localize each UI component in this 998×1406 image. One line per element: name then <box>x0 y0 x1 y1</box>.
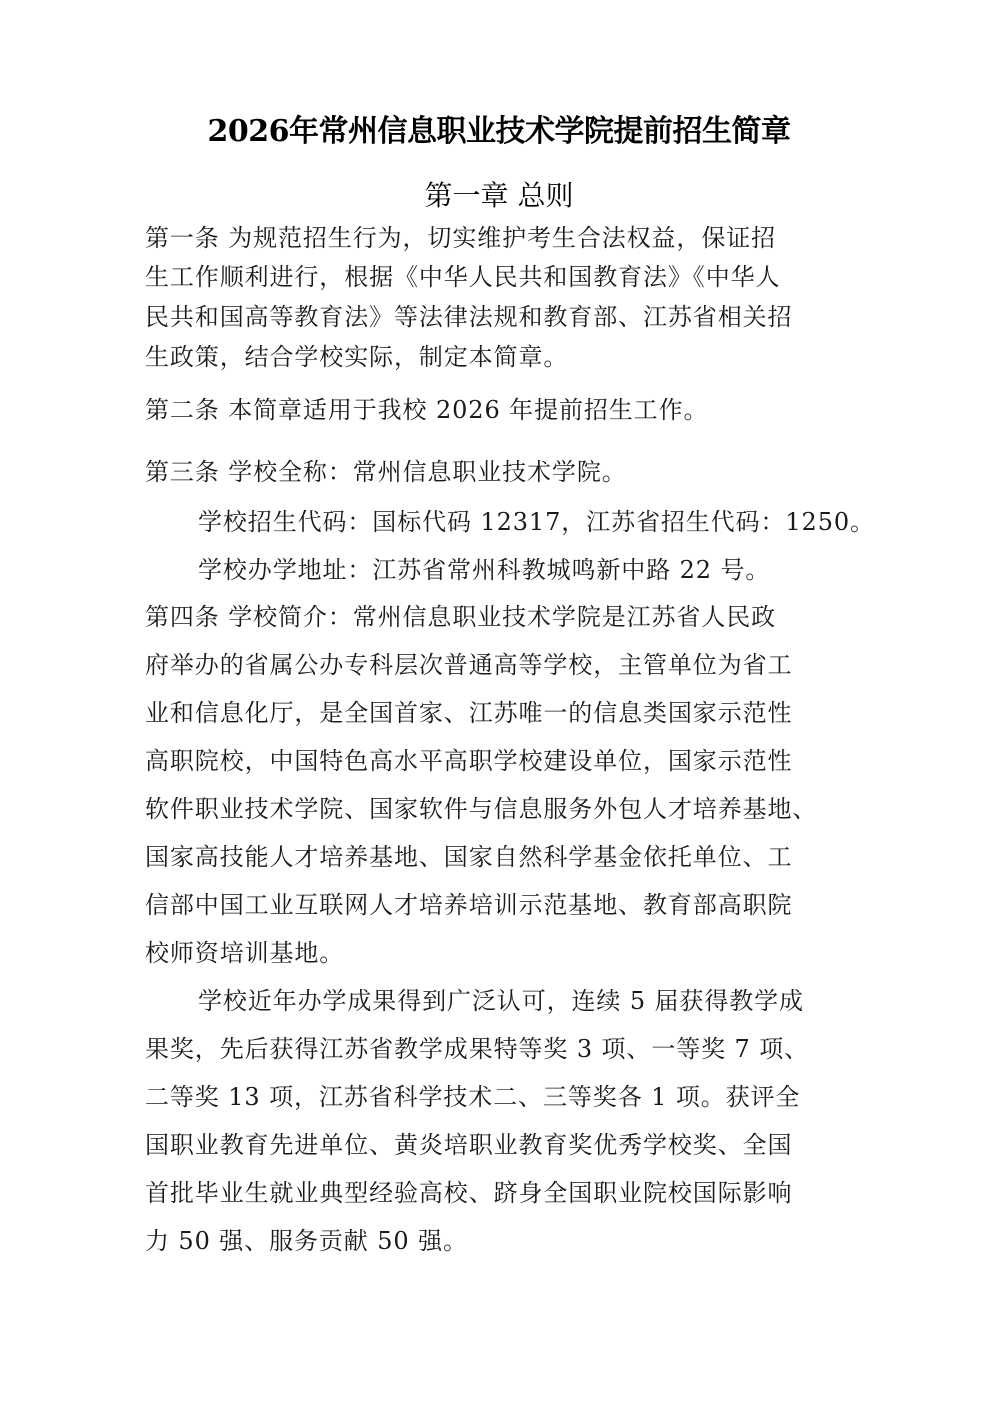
text-line: 学校近年办学成果得到广泛认可，连续 5 届获得教学成 <box>198 987 804 1015</box>
text-line: 第四条 学校简介：常州信息职业技术学院是江苏省人民政 <box>145 603 777 631</box>
text-line: 学校办学地址：江苏省常州科教城鸣新中路 22 号。 <box>198 556 771 584</box>
document-title: 2026年常州信息职业技术学院提前招生简章 <box>207 114 791 149</box>
text-line: 果奖，先后获得江苏省教学成果特等奖 3 项、一等奖 7 项、 <box>145 1035 810 1063</box>
text-line: 学校招生代码：国标代码 12317，江苏省招生代码：1250。 <box>198 508 875 536</box>
text-line: 国职业教育先进单位、黄炎培职业教育奖优秀学校奖、全国 <box>145 1131 793 1159</box>
chapter-heading: 第一章 总则 <box>424 179 574 212</box>
text-line: 第一条 为规范招生行为，切实维护考生合法权益，保证招 <box>145 224 777 252</box>
text-line: 国家高技能人才培养基地、国家自然科学基金依托单位、工 <box>145 843 793 871</box>
text-line: 校师资培训基地。 <box>145 939 345 967</box>
text-line: 第三条 学校全称：常州信息职业技术学院。 <box>145 458 627 486</box>
text-line: 高职院校，中国特色高水平高职学校建设单位，国家示范性 <box>145 747 793 775</box>
text-line: 二等奖 13 项，江苏省科学技术二、三等奖各 1 项。获评全 <box>145 1083 801 1111</box>
text-line: 软件职业技术学院、国家软件与信息服务外包人才培养基地、 <box>145 795 818 823</box>
text-line: 府举办的省属公办专科层次普通高等学校，主管单位为省工 <box>145 651 793 679</box>
text-line: 第二条 本简章适用于我校 2026 年提前招生工作。 <box>145 396 709 424</box>
text-line: 力 50 强、服务贡献 50 强。 <box>145 1227 468 1255</box>
text-line: 信部中国工业互联网人才培养培训示范基地、教育部高职院 <box>145 891 793 919</box>
text-line: 首批毕业生就业典型经验高校、跻身全国职业院校国际影响 <box>145 1179 793 1207</box>
text-line: 业和信息化厅，是全国首家、江苏唯一的信息类国家示范性 <box>145 699 793 727</box>
text-line: 民共和国高等教育法》等法律法规和教育部、江苏省相关招 <box>145 303 793 331</box>
text-line: 生工作顺利进行，根据《中华人民共和国教育法》《中华人 <box>145 263 781 291</box>
text-line: 生政策，结合学校实际，制定本简章。 <box>145 343 569 371</box>
